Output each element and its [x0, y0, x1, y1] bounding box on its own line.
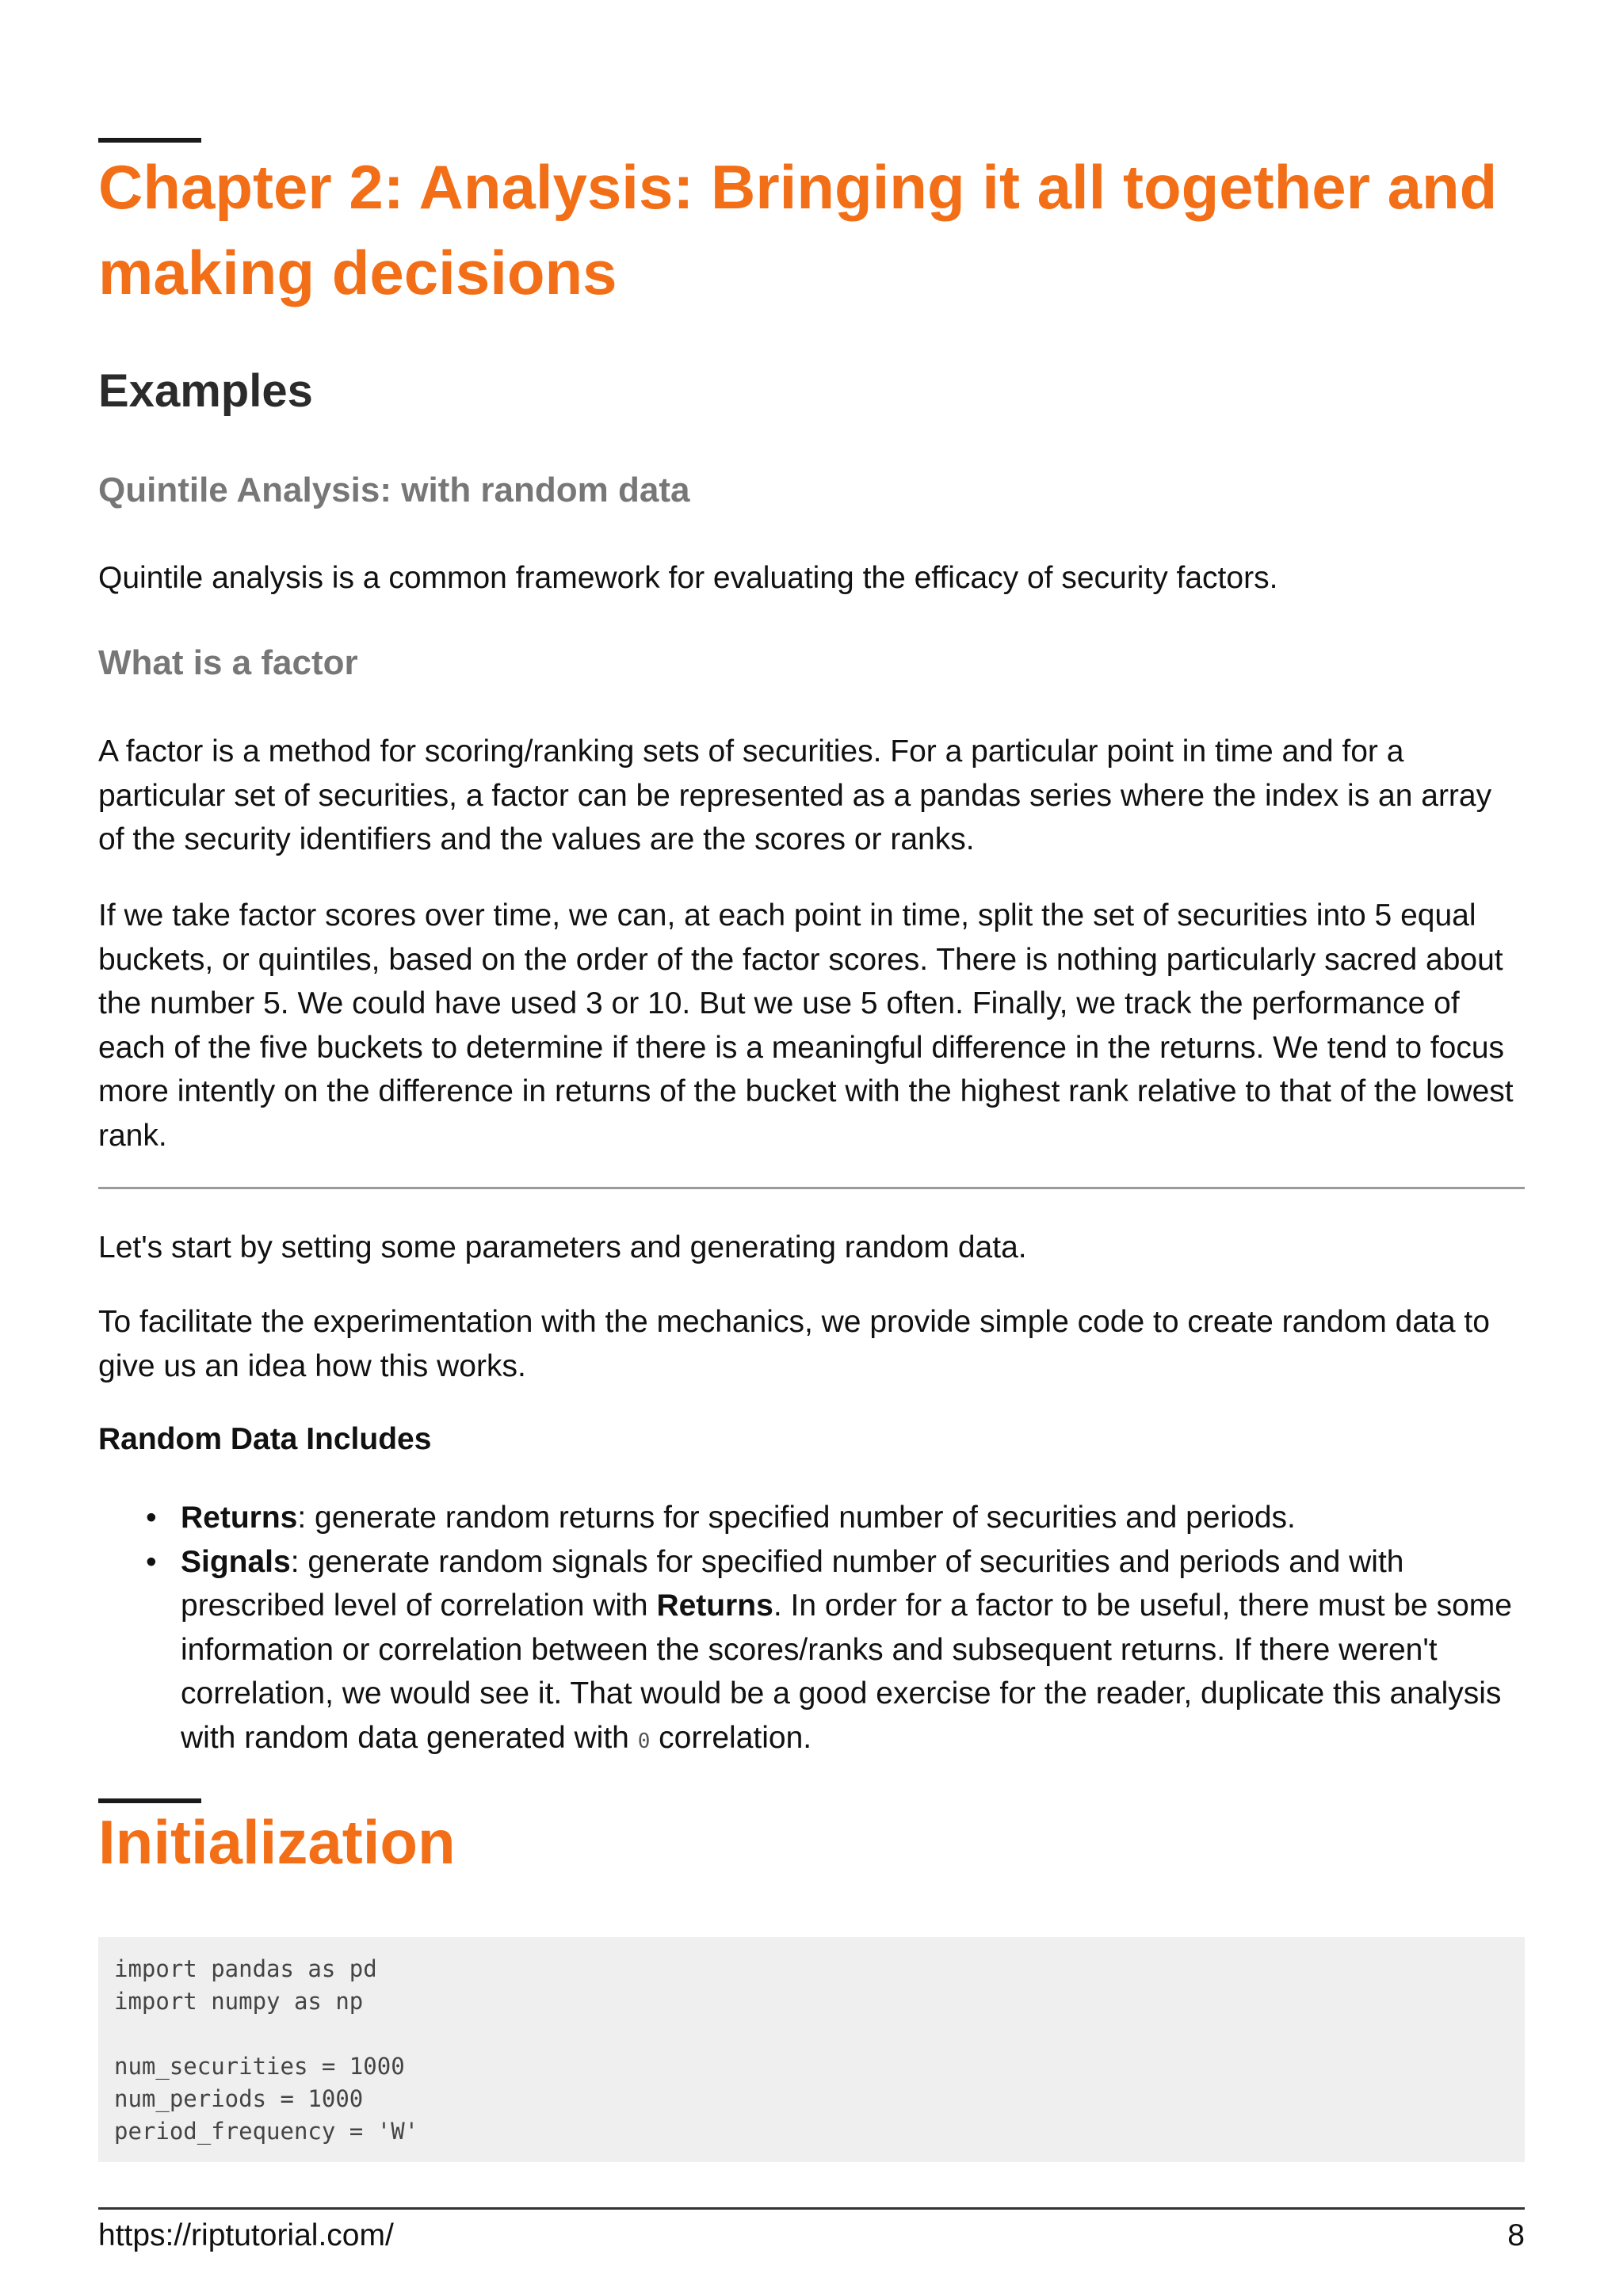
returns-description: : generate random returns for specified number of securities and periods. — [297, 1501, 1296, 1535]
page-number: 8 — [1507, 2218, 1525, 2252]
chapter-title-bar — [98, 138, 201, 143]
code-block — [98, 1937, 1525, 2162]
factor-paragraph-1: A factor is a method for scoring/ranking sets of securities. For a particular point in time and for a particular set of securities, a factor can be represented as a pandas series where the index is an array of the security identifiers and the values are the scores or ranks. — [98, 734, 1492, 856]
signals-description-b: . In order for a factor to be useful, there must be some information or correlation between the scores/ranks and subsequent returns. If there weren't correlation, we would see it. That would be a good exercise for the reader, duplicate this analysis with random data generated with — [181, 1589, 1512, 1755]
section-divider — [98, 1187, 1525, 1189]
bullet-dot: • — [146, 1544, 157, 1579]
code-line — [114, 2018, 1509, 2050]
quintile-heading: Quintile Analysis: with random data — [98, 471, 690, 509]
signals-description-c: correlation. — [650, 1720, 812, 1755]
random-data-list — [98, 1496, 1525, 1764]
examples-heading: Examples — [98, 365, 313, 417]
random-facilitate-text: To facilitate the experimentation with the mechanics, we provide simple code to create random data to give us an idea how this works. — [98, 1305, 1490, 1383]
inline-code-zero: 0 — [637, 1729, 651, 1753]
random-data-includes-label: Random Data Includes — [98, 1422, 432, 1456]
code-line: import pandas as pd — [114, 1955, 377, 1982]
factor-paragraph-2: If we take factor scores over time, we can, at each point in time, split the set of securities into 5 equal buckets, or quintiles, based on the order of the factor scores. There is nothing particularly sacred about the number 5. We could have used 3 or 10. But we use 5 often. Finally, we track the performance of each of the five buckets to determine if there is a meaningful difference in the returns. We tend to focus more intently on the difference in returns of the bucket with the highest rank relative to that of the lowest rank. — [98, 898, 1514, 1153]
code-line: period_frequency = 'W' — [114, 2118, 419, 2145]
quintile-intro: Quintile analysis is a common framework for evaluating the efficacy of security factors. — [98, 561, 1278, 595]
footer-divider — [98, 2207, 1525, 2210]
list-item-signals — [98, 1540, 1525, 1764]
code-line: num_periods = 1000 — [114, 2085, 364, 2112]
chapter-title: Chapter 2: Analysis: Bringing it all together and making decisions — [98, 152, 1498, 307]
returns-term: Returns — [181, 1501, 298, 1535]
list-item-returns — [98, 1496, 1525, 1540]
signals-description-a: : generate random signals for specified number of securities and periods and with prescribed level of correlation with — [181, 1544, 1404, 1623]
bullet-dot: • — [146, 1501, 157, 1535]
initialization-title-bar — [98, 1798, 201, 1803]
random-start-text: Let's start by setting some parameters and generating random data. — [98, 1230, 1027, 1264]
footer-url[interactable]: https://riptutorial.com/ — [98, 2218, 394, 2252]
signals-term: Signals — [181, 1544, 291, 1579]
returns-term-inline: Returns — [656, 1589, 773, 1623]
initialization-heading: Initialization — [98, 1807, 456, 1877]
factor-heading: What is a factor — [98, 643, 358, 682]
code-line: import numpy as np — [114, 1988, 364, 2015]
code-line: num_securities = 1000 — [114, 2053, 405, 2080]
